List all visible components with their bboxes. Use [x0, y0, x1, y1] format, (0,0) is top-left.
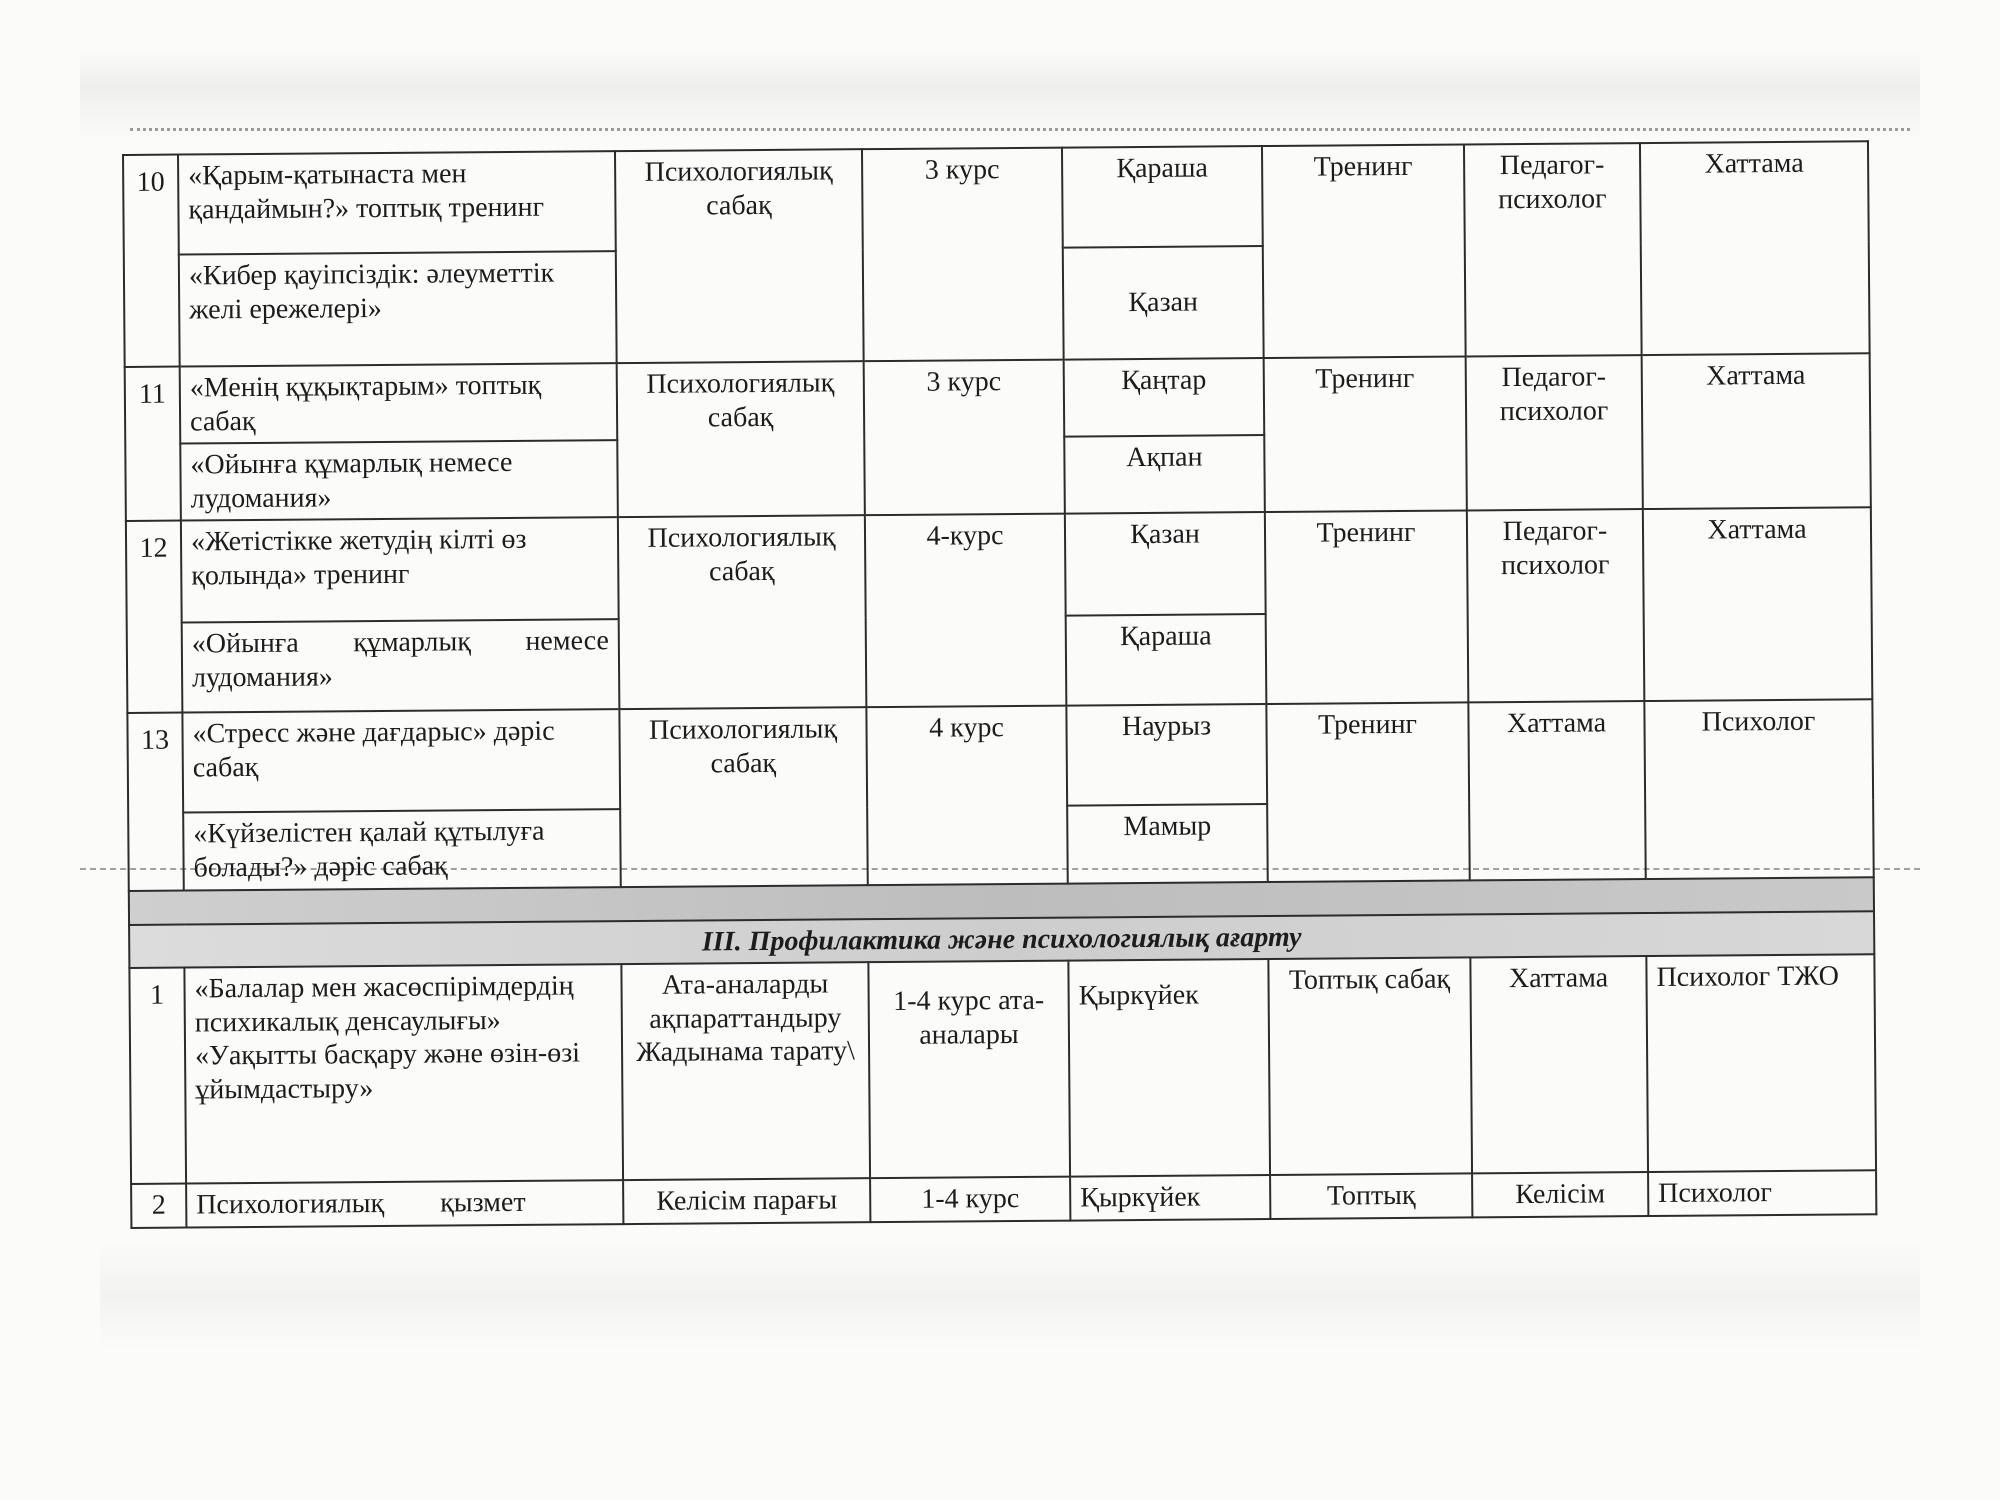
perforation-line	[130, 128, 1910, 131]
month-cell: Қаңтар	[1064, 358, 1265, 437]
course-cell: 1-4 курс	[870, 1177, 1070, 1222]
type-cell: Тренинг	[1262, 144, 1466, 358]
month-cell: Ақпан	[1064, 435, 1265, 514]
document-cell: Хаттама	[1640, 141, 1870, 355]
month-cell: Қыркүйек	[1070, 1175, 1270, 1220]
responsible-cell: Хаттама	[1468, 701, 1645, 880]
form-cell: Психологиялық сабақ	[618, 516, 867, 710]
document-cell: Психолог	[1644, 700, 1873, 879]
activity-cell: «Стресс және дағдарыс» дәріс сабақ	[182, 709, 620, 812]
course-cell: 4-курс	[865, 514, 1067, 708]
type-cell: Тренинг	[1266, 703, 1469, 882]
responsible-cell: Психолог ТЖО	[1646, 954, 1876, 1172]
form-cell: Психологиялық сабақ	[619, 708, 867, 887]
course-cell: 3 курс	[862, 148, 1064, 362]
type-cell: Тренинг	[1265, 511, 1469, 705]
month-cell: Қазан	[1065, 512, 1266, 616]
activity-cell: «Жетістікке жетудің кілті өз қолында» тренинг	[181, 517, 619, 622]
type-cell: Топтық	[1270, 1174, 1472, 1219]
activity-cell: «Менің құқықтарым» топтық сабақ	[180, 363, 618, 444]
document-cell: Хаттама	[1643, 508, 1873, 702]
month-cell: Наурыз	[1066, 704, 1267, 806]
responsible-cell: Педагог-психолог	[1466, 355, 1643, 511]
row-number: 2	[131, 1184, 186, 1228]
table-row	[126, 508, 1872, 624]
activity-cell: «Күйзелістен қалай құтылуға болады?» дәріс сабақ	[183, 809, 621, 890]
form-cell: Психологиялық сабақ	[615, 149, 864, 363]
type-cell: Топтық сабақ	[1268, 958, 1472, 1176]
month-cell: Мамыр	[1067, 804, 1268, 883]
document-cell: Келісім	[1472, 1172, 1648, 1217]
month-cell: Қазан	[1063, 246, 1264, 360]
table-row	[127, 700, 1873, 814]
type-cell: Тренинг	[1264, 356, 1467, 512]
document-cell: Хаттама	[1470, 956, 1648, 1173]
table-row	[125, 353, 1871, 444]
course-cell: 1-4 курс ата-аналары	[868, 961, 1070, 1179]
activity-cell: «Балалар мен жасөспірімдердің психикалық денсаулығы» «Уақытты басқару және өзін-өзі ұйымдастыру»	[184, 964, 623, 1183]
responsible-cell: Педагог-психолог	[1464, 143, 1642, 356]
section-title: III. Профилактика және психологиялық ағарту	[129, 911, 1874, 968]
document-sheet	[122, 140, 1877, 1228]
row-number: 13	[127, 713, 183, 891]
scan-shadow-bottom	[100, 1240, 1920, 1350]
table-row	[129, 954, 1876, 1184]
table-row	[123, 141, 1869, 255]
form-cell: Келісім парағы	[623, 1178, 870, 1224]
row-number: 11	[125, 367, 181, 522]
responsible-cell: Психолог	[1648, 1170, 1876, 1215]
course-cell: 4 курс	[866, 706, 1067, 885]
form-cell: Ата-аналарды ақпараттандыру Жадынама тарату\	[621, 962, 870, 1180]
course-cell: 3 курс	[864, 360, 1065, 516]
row-number: 1	[129, 968, 186, 1184]
scan-shadow-top	[80, 50, 1920, 140]
responsible-cell: Педагог-психолог	[1467, 509, 1645, 702]
activity-cell: Психологиялық қызмет	[186, 1180, 623, 1227]
month-cell: Қараша	[1062, 146, 1263, 248]
activity-cell: «Ойынға құмарлық немесе лудомания»	[182, 619, 620, 712]
row-number: 10	[123, 155, 180, 367]
row-number: 12	[126, 521, 183, 713]
plan-table	[122, 140, 1877, 1228]
activity-cell: «Кибер қауіпсіздік: әлеуметтік желі ережелері»	[179, 251, 617, 366]
activity-cell: «Ойынға құмарлық немесе лудомания»	[180, 440, 618, 521]
activity-cell: «Қарым-қатынаста мен қандаймын?» топтық тренинг	[178, 151, 616, 254]
form-cell: Психологиялық сабақ	[617, 361, 865, 517]
document-cell: Хаттама	[1642, 353, 1871, 509]
month-cell: Қараша	[1066, 614, 1267, 706]
month-cell: Қыркүйек	[1068, 959, 1270, 1177]
